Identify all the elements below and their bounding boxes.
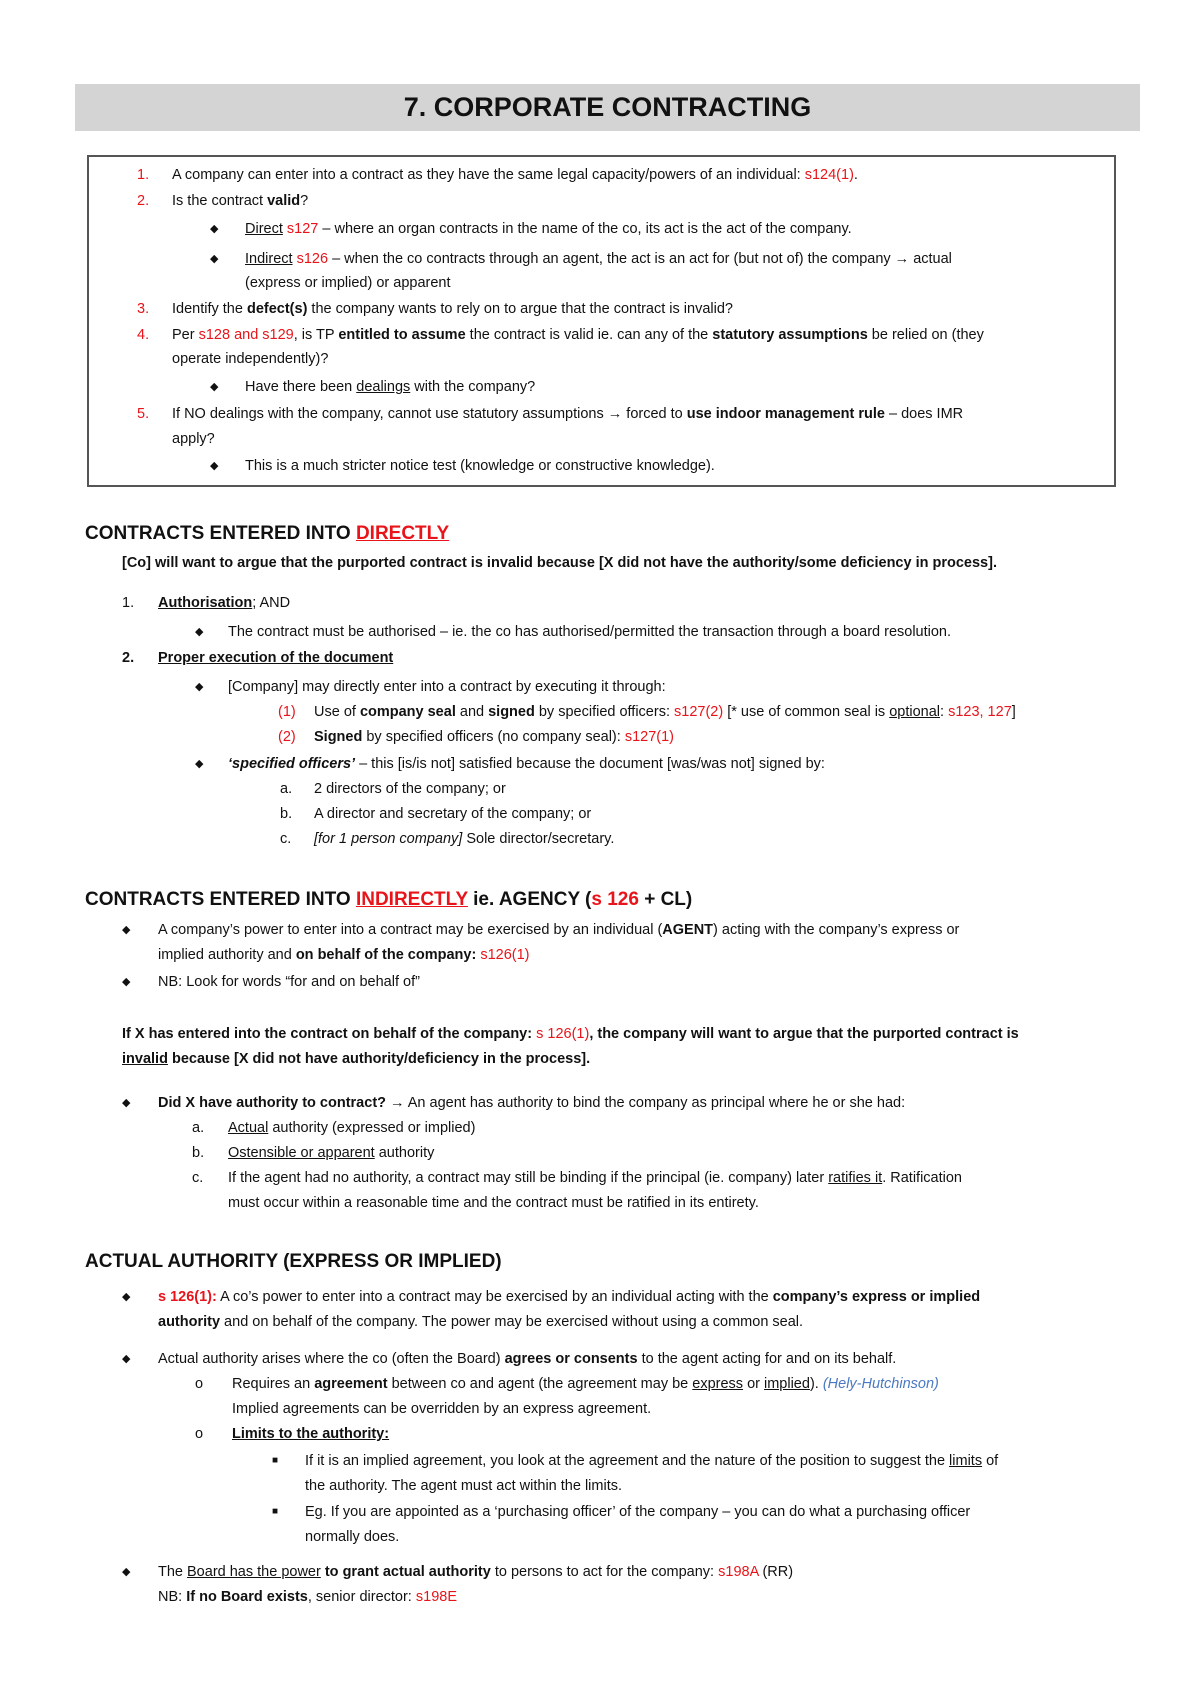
direct-execution-bullet: [Company] may directly enter into a contract by executing it through: xyxy=(228,679,666,695)
summary-item-4-line2: operate independently)? xyxy=(172,351,329,367)
actual-board-power: The Board has the power to grant actual authority to persons to act for the company: s198A (RR) xyxy=(158,1564,794,1580)
actual-limits-implied: If it is an implied agreement, you look at the agreement and the nature of the position to suggest the limits of xyxy=(305,1453,999,1469)
indirect-agent-bullet-line2: implied authority and on behalf of the company: s126(1) xyxy=(158,947,530,963)
execution-num-1: (1) xyxy=(278,704,296,720)
summary-bullet-direct: Direct s127 – where an organ contracts in the name of the co, its act is the act of the company. xyxy=(245,221,852,237)
summary-num-2: 2. xyxy=(137,193,150,209)
bullet-icon: ◆ xyxy=(210,223,219,235)
specified-officers: ‘specified officers’ – this [is/is not] satisfied because the document [was/was not] signed by: xyxy=(228,756,825,772)
summary-num-5: 5. xyxy=(137,406,150,422)
bullet-icon: ◆ xyxy=(210,253,219,265)
actual-s126-line2: authority and on behalf of the company. The power may be exercised without using a common seal. xyxy=(158,1314,804,1330)
execution-signed: Signed by specified officers (no company seal): s127(1) xyxy=(314,729,674,745)
bullet-icon: ◆ xyxy=(122,1291,131,1303)
actual-limits-heading: Limits to the authority: xyxy=(232,1426,390,1442)
direct-num-1: 1. xyxy=(122,595,135,611)
heading-actual-authority: ACTUAL AUTHORITY (EXPRESS OR IMPLIED) xyxy=(85,1251,502,1272)
summary-item-2: Is the contract valid? xyxy=(172,193,309,209)
summary-bullet-notice: This is a much stricter notice test (knowledge or constructive knowledge). xyxy=(245,458,715,474)
bullet-icon: ◆ xyxy=(210,460,219,472)
summary-num-3: 3. xyxy=(137,301,150,317)
actual-arises: Actual authority arises where the co (often the Board) agrees or consents to the agent acting for and on its behalf. xyxy=(158,1351,897,1367)
bullet-icon: ◆ xyxy=(122,1097,131,1109)
direct-num-2: 2. xyxy=(122,650,135,666)
square-bullet-icon: ■ xyxy=(272,1455,279,1466)
summary-item-5-line2: apply? xyxy=(172,431,215,447)
bullet-icon: ◆ xyxy=(195,758,204,770)
bullet-icon: ◆ xyxy=(122,1566,131,1578)
authority-ratification-line2: must occur within a reasonable time and the contract must be ratified in its entirety. xyxy=(228,1195,759,1211)
authority-ratification: If the agent had no authority, a contract may still be binding if the principal (ie. company) later ratifies it. Ratification xyxy=(228,1170,962,1186)
direct-authorisation-bullet: The contract must be authorised – ie. the co has authorised/permitted the transaction through a board resolution. xyxy=(228,624,952,640)
bullet-icon: ◆ xyxy=(122,924,131,936)
summary-bullet-dealings: Have there been dealings with the company? xyxy=(245,379,536,395)
bullet-icon: ◆ xyxy=(122,976,131,988)
summary-item-5: If NO dealings with the company, cannot use statutory assumptions → forced to use indoor management rule – does IMR xyxy=(172,406,964,422)
actual-agreement: Requires an agreement between co and agent (the agreement may be express or implied). (Hely-Hutchinson) xyxy=(232,1376,939,1392)
authority-label-c: c. xyxy=(192,1170,204,1186)
indirect-para-line1: If X has entered into the contract on behalf of the company: s 126(1), the company will want to argue that the purported contract is xyxy=(122,1026,1019,1042)
authority-actual: Actual authority (expressed or implied) xyxy=(228,1120,476,1136)
summary-num-1: 1. xyxy=(137,167,150,183)
bullet-icon: ◆ xyxy=(122,1353,131,1365)
actual-limits-example: Eg. If you are appointed as a ‘purchasing officer’ of the company – you can do what a purchasing officer xyxy=(305,1504,971,1520)
officers-label-a: a. xyxy=(280,781,293,797)
actual-limits-implied-line2: the authority. The agent must act within the limits. xyxy=(305,1478,623,1494)
o-bullet-icon: o xyxy=(195,1376,204,1392)
actual-s126-line1: s 126(1): A co’s power to enter into a contract may be exercised by an individual acting with the company’s express or implied xyxy=(158,1289,981,1305)
summary-item-3: Identify the defect(s) the company wants to rely on to argue that the contract is invalid? xyxy=(172,301,733,317)
indirect-nb: NB: Look for words “for and on behalf of” xyxy=(158,974,420,990)
officers-label-b: b. xyxy=(280,806,293,822)
summary-item-4: Per s128 and s129, is TP entitled to assume the contract is valid ie. can any of the statutory assumptions be relied on (they xyxy=(172,327,984,343)
bullet-icon: ◆ xyxy=(195,681,204,693)
authority-question: Did X have authority to contract? → An agent has authority to bind the company as principal where he or she had: xyxy=(158,1095,906,1111)
execution-num-2: (2) xyxy=(278,729,296,745)
authority-label-b: b. xyxy=(192,1145,205,1161)
actual-limits-example-line2: normally does. xyxy=(305,1529,400,1545)
execution-seal: Use of company seal and signed by specified officers: s127(2) [* use of common seal is optional: s123, 127] xyxy=(314,704,1016,720)
summary-num-4: 4. xyxy=(137,327,150,343)
summary-bullet-indirect: Indirect s126 – when the co contracts through an agent, the act is an act for (but not of) the company → actual xyxy=(245,251,952,267)
officers-option-b: A director and secretary of the company; or xyxy=(314,806,592,822)
officers-option-c: [for 1 person company] Sole director/secretary. xyxy=(314,831,615,847)
officers-option-a: 2 directors of the company; or xyxy=(314,781,506,797)
o-bullet-icon: o xyxy=(195,1426,204,1442)
actual-no-board: NB: If no Board exists, senior director: s198E xyxy=(158,1589,457,1605)
authority-ostensible: Ostensible or apparent authority xyxy=(228,1145,435,1161)
bullet-icon: ◆ xyxy=(195,626,204,638)
direct-item-execution: Proper execution of the document xyxy=(158,650,394,666)
summary-item-1: A company can enter into a contract as they have the same legal capacity/powers of an individual: s124(1). xyxy=(172,167,858,183)
authority-label-a: a. xyxy=(192,1120,205,1136)
officers-label-c: c. xyxy=(280,831,292,847)
actual-agreement-line2: Implied agreements can be overridden by an express agreement. xyxy=(232,1401,652,1417)
indirect-para-line2: invalid because [X did not have authority/deficiency in the process]. xyxy=(122,1051,591,1067)
square-bullet-icon: ■ xyxy=(272,1506,279,1517)
summary-bullet-indirect-line2: (express or implied) or apparent xyxy=(245,275,451,291)
direct-item-authorisation: Authorisation; AND xyxy=(158,595,291,611)
heading-indirect: CONTRACTS ENTERED INTO INDIRECTLY ie. AGENCY (s 126 + CL) xyxy=(85,889,693,910)
direct-intro: [Co] will want to argue that the purported contract is invalid because [X did not have the authority/some deficiency in process]. xyxy=(122,555,997,571)
indirect-agent-bullet: A company’s power to enter into a contract may be exercised by an individual (AGENT) acting with the company’s express or xyxy=(158,922,960,938)
bullet-icon: ◆ xyxy=(210,381,219,393)
page-title: 7. CORPORATE CONTRACTING xyxy=(75,84,1140,131)
heading-direct: CONTRACTS ENTERED INTO DIRECTLY xyxy=(85,523,450,544)
